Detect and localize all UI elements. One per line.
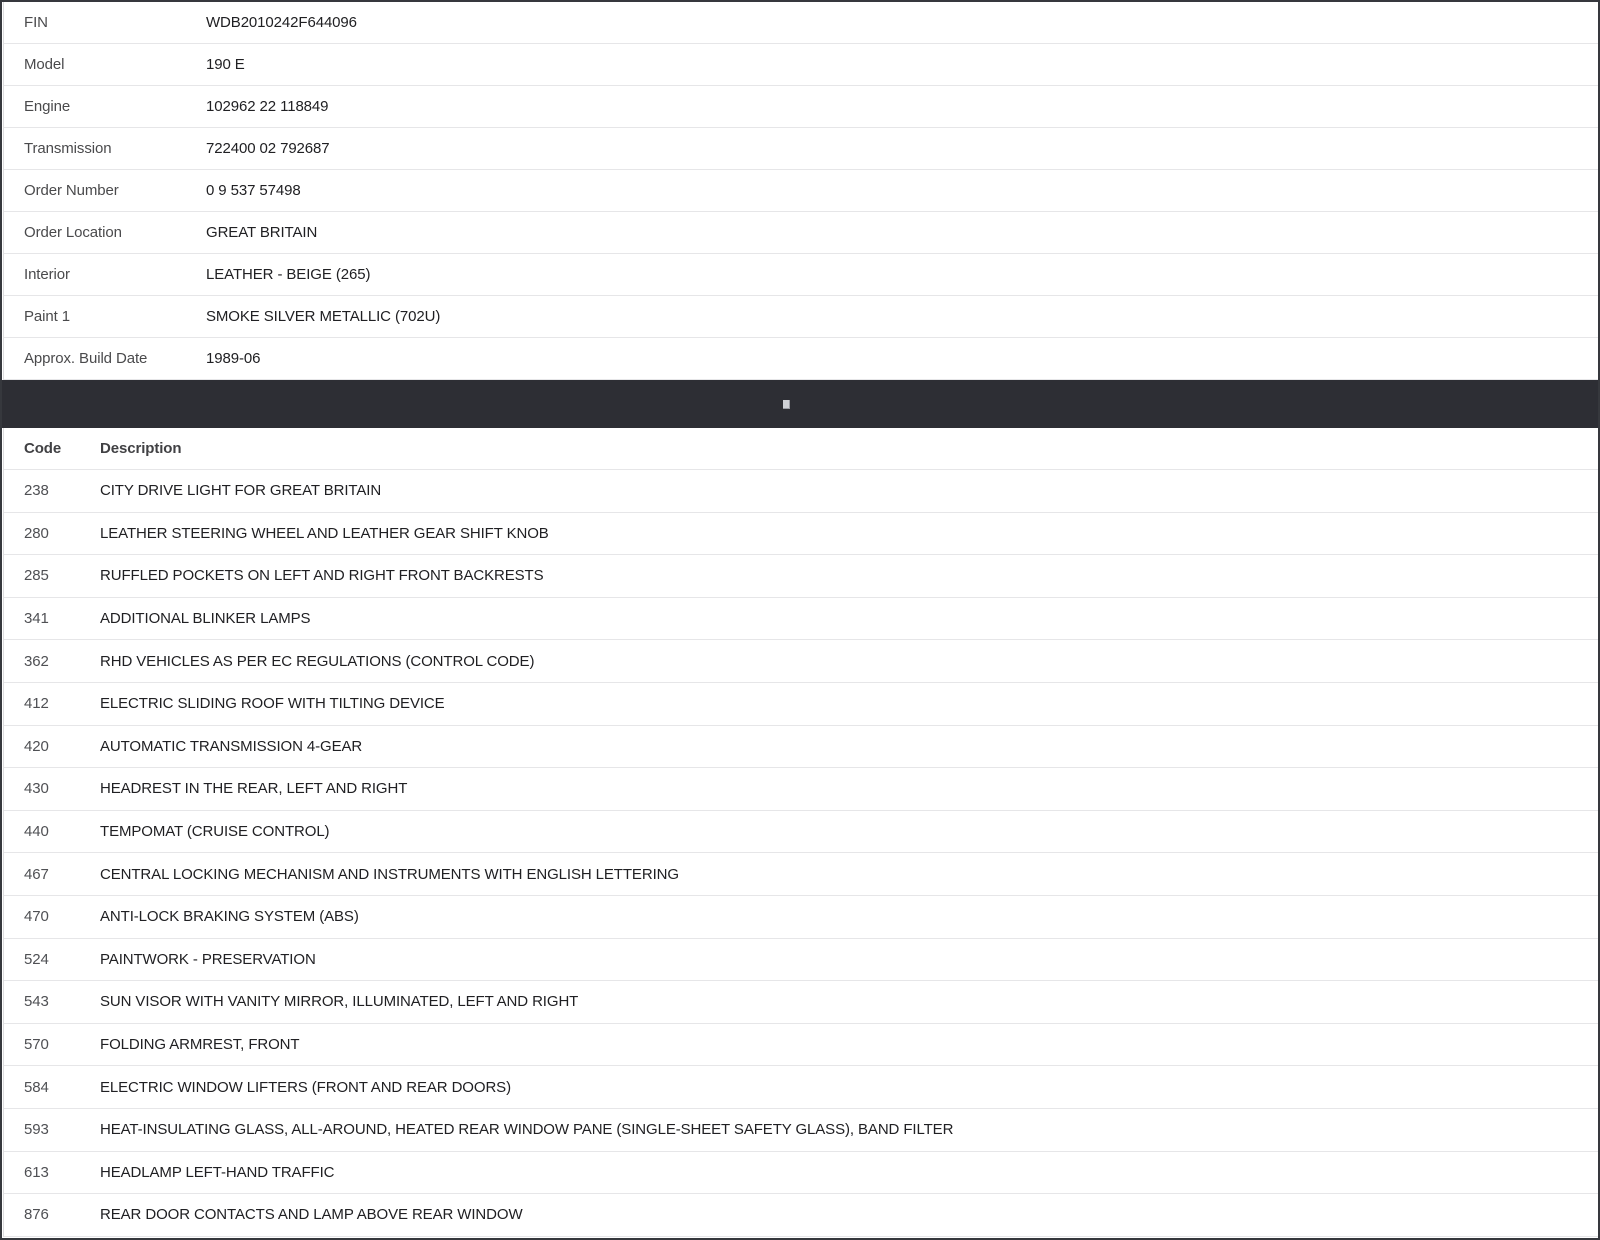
option-code: 420 bbox=[24, 737, 49, 755]
option-description: RUFFLED POCKETS ON LEFT AND RIGHT FRONT BACKRESTS bbox=[100, 567, 544, 585]
option-description: PAINTWORK - PRESERVATION bbox=[100, 950, 316, 968]
vehicle-info-row bbox=[4, 128, 1598, 170]
info-label: Engine bbox=[24, 98, 71, 115]
vehicle-info-table bbox=[3, 2, 1598, 380]
option-code-row bbox=[4, 1152, 1598, 1195]
option-code: 467 bbox=[24, 865, 49, 883]
option-code: 570 bbox=[24, 1036, 49, 1054]
info-label: Paint 1 bbox=[24, 308, 70, 325]
option-code-row bbox=[4, 768, 1598, 811]
info-value: GREAT BRITAIN bbox=[206, 224, 318, 241]
vehicle-info-row bbox=[4, 338, 1598, 380]
option-description: LEATHER STEERING WHEEL AND LEATHER GEAR SHIFT KNOB bbox=[100, 524, 549, 542]
vehicle-info-row bbox=[4, 254, 1598, 296]
option-code: 238 bbox=[24, 482, 49, 500]
option-description: ADDITIONAL BLINKER LAMPS bbox=[100, 610, 311, 628]
option-description: ANTI-LOCK BRAKING SYSTEM (ABS) bbox=[100, 908, 359, 926]
option-description: HEADLAMP LEFT-HAND TRAFFIC bbox=[100, 1163, 335, 1181]
option-description: REAR DOOR CONTACTS AND LAMP ABOVE REAR WINDOW bbox=[100, 1206, 523, 1224]
option-code-row bbox=[4, 1109, 1598, 1152]
option-code-row bbox=[4, 683, 1598, 726]
option-description: TEMPOMAT (CRUISE CONTROL) bbox=[100, 823, 330, 841]
option-code-row bbox=[4, 896, 1598, 939]
option-description: SUN VISOR WITH VANITY MIRROR, ILLUMINATED, LEFT AND RIGHT bbox=[100, 993, 579, 1011]
option-code: 613 bbox=[24, 1163, 49, 1181]
option-code-row bbox=[4, 1024, 1598, 1067]
option-code-row bbox=[4, 555, 1598, 598]
info-value: 190 E bbox=[206, 56, 245, 73]
option-code: 285 bbox=[24, 567, 49, 585]
info-label: Model bbox=[24, 56, 65, 73]
option-code: 524 bbox=[24, 950, 49, 968]
option-code: 430 bbox=[24, 780, 49, 798]
option-description: ELECTRIC WINDOW LIFTERS (FRONT AND REAR DOORS) bbox=[100, 1078, 511, 1096]
info-label: Order Location bbox=[24, 224, 122, 241]
vehicle-info-row bbox=[4, 212, 1598, 254]
info-value: SMOKE SILVER METALLIC (702U) bbox=[206, 308, 441, 325]
option-code: 341 bbox=[24, 610, 49, 628]
info-value: 722400 02 792687 bbox=[206, 140, 330, 157]
option-description: HEAT-INSULATING GLASS, ALL-AROUND, HEATED REAR WINDOW PANE (SINGLE-SHEET SAFETY GLASS), BAND FILTER bbox=[100, 1121, 954, 1139]
option-description: CITY DRIVE LIGHT FOR GREAT BRITAIN bbox=[100, 482, 382, 500]
option-code-row bbox=[4, 811, 1598, 854]
option-code: 440 bbox=[24, 823, 49, 841]
option-code: 362 bbox=[24, 652, 49, 670]
option-code: 470 bbox=[24, 908, 49, 926]
info-label: Order Number bbox=[24, 182, 119, 199]
option-description: RHD VEHICLES AS PER EC REGULATIONS (CONTROL CODE) bbox=[100, 652, 535, 670]
option-description: CENTRAL LOCKING MECHANISM AND INSTRUMENTS WITH ENGLISH LETTERING bbox=[100, 865, 679, 883]
option-code-row bbox=[4, 640, 1598, 683]
option-code: 584 bbox=[24, 1078, 49, 1096]
info-label: Transmission bbox=[24, 140, 112, 157]
info-value: 102962 22 118849 bbox=[206, 98, 329, 115]
info-value: LEATHER - BEIGE (265) bbox=[206, 266, 371, 283]
vehicle-info-row bbox=[4, 2, 1598, 44]
option-description: ELECTRIC SLIDING ROOF WITH TILTING DEVICE bbox=[100, 695, 445, 713]
description-column-header: Description bbox=[100, 440, 182, 457]
info-value: WDB2010242F644096 bbox=[206, 14, 357, 31]
option-code: 876 bbox=[24, 1206, 49, 1224]
option-code-row bbox=[4, 470, 1598, 513]
option-code-row bbox=[4, 853, 1598, 896]
broken-image-icon bbox=[783, 400, 790, 409]
option-code-row bbox=[4, 726, 1598, 769]
vehicle-info-row bbox=[4, 170, 1598, 212]
option-codes-body bbox=[4, 470, 1598, 1237]
option-code: 280 bbox=[24, 524, 49, 542]
option-description: AUTOMATIC TRANSMISSION 4-GEAR bbox=[100, 737, 363, 755]
option-description: FOLDING ARMREST, FRONT bbox=[100, 1036, 300, 1054]
vehicle-info-row bbox=[4, 296, 1598, 338]
option-code-row bbox=[4, 939, 1598, 982]
option-code-row bbox=[4, 513, 1598, 556]
option-code-row bbox=[4, 1194, 1598, 1237]
vehicle-info-row bbox=[4, 44, 1598, 86]
option-codes-header-row bbox=[4, 428, 1598, 470]
option-code-row bbox=[4, 1066, 1598, 1109]
info-label: Interior bbox=[24, 266, 70, 283]
option-code: 593 bbox=[24, 1121, 49, 1139]
option-code-row bbox=[4, 981, 1598, 1024]
info-label: Approx. Build Date bbox=[24, 350, 148, 367]
code-column-header: Code bbox=[24, 440, 62, 457]
option-description: HEADREST IN THE REAR, LEFT AND RIGHT bbox=[100, 780, 408, 798]
option-code-row bbox=[4, 598, 1598, 641]
option-codes-table bbox=[3, 428, 1598, 1237]
option-code: 543 bbox=[24, 993, 49, 1011]
info-label: FIN bbox=[24, 14, 48, 31]
info-value: 0 9 537 57498 bbox=[206, 182, 301, 199]
vehicle-info-row bbox=[4, 86, 1598, 128]
info-value: 1989-06 bbox=[206, 350, 261, 367]
option-code: 412 bbox=[24, 695, 49, 713]
dark-header-bar bbox=[2, 380, 1598, 428]
